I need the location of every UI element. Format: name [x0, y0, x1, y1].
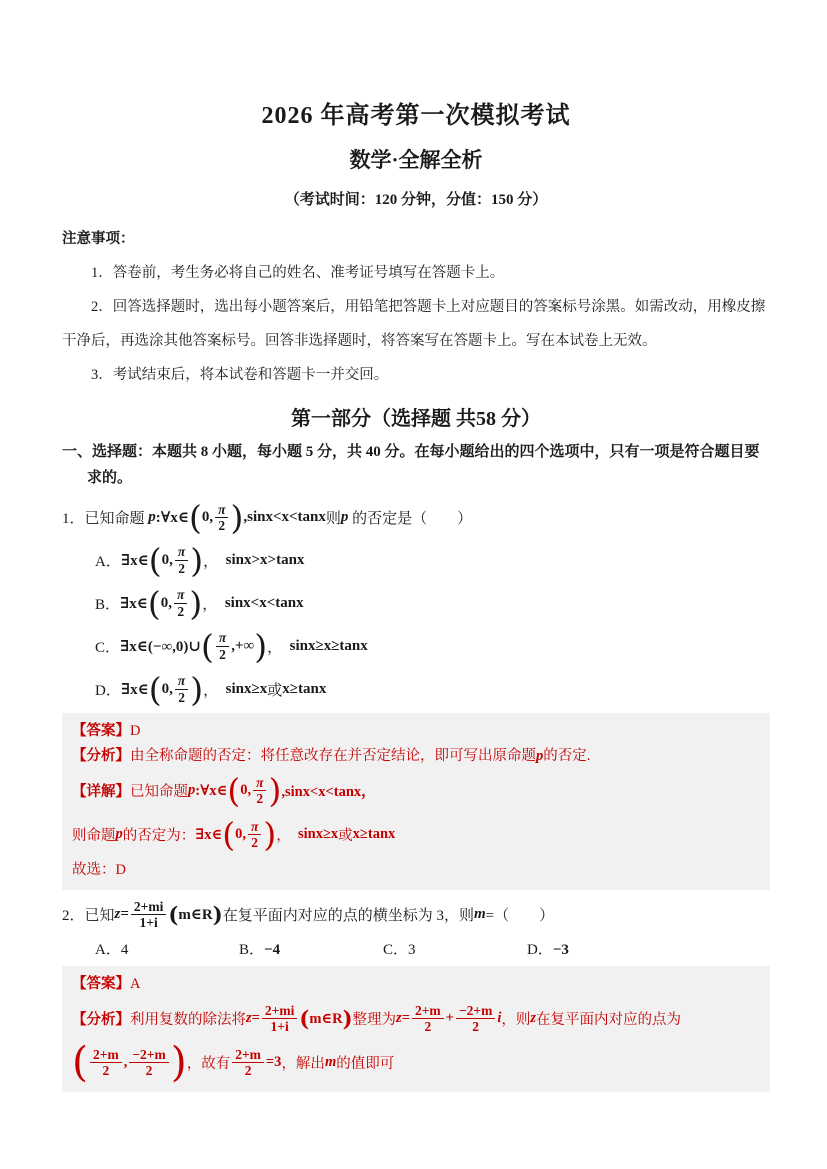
- answer-line: [72, 719, 760, 743]
- option-label: A．: [95, 941, 121, 958]
- equals: =: [251, 1010, 260, 1027]
- left-paren: (: [200, 626, 214, 666]
- variable-z: z: [246, 1010, 252, 1027]
- right-paren: ): [263, 815, 277, 855]
- option-label: A．: [95, 553, 121, 570]
- interval-end: ,+∞: [231, 637, 255, 654]
- numerator: π: [177, 587, 185, 603]
- left-paren: (: [168, 902, 179, 928]
- numerator: 2+mi: [133, 898, 164, 914]
- interval-start: 0,: [160, 594, 173, 611]
- interval-0-pi-2: [148, 540, 204, 580]
- fraction-pi-2: [174, 587, 187, 619]
- choice-line: 故选：D: [72, 861, 126, 878]
- variable-z: z: [530, 1010, 537, 1027]
- interval-0-pi-2: [147, 583, 203, 623]
- text: 在复平面内对应的点的横坐标为 3，则: [222, 908, 474, 925]
- denominator: 2: [175, 689, 188, 706]
- exam-meta: （考试时间：120 分钟，分值：150 分）: [284, 191, 548, 208]
- answer-block-q1: [62, 713, 770, 890]
- option-label: D．: [527, 941, 553, 958]
- denominator: 2: [90, 1062, 122, 1079]
- numerator: π: [177, 544, 186, 560]
- text: 整理为: [352, 1012, 397, 1029]
- page-subtitle: 数学·全解全析: [349, 147, 483, 172]
- interval-start: 0,: [235, 826, 246, 843]
- analysis-line: [72, 997, 760, 1041]
- text: 已知命题: [130, 784, 188, 801]
- text: ，则: [501, 1012, 531, 1029]
- fraction-z: [131, 899, 166, 931]
- denominator: 2: [175, 560, 188, 577]
- option-label: D．: [95, 682, 121, 699]
- variable-i: i: [497, 1010, 502, 1027]
- left-paren: (: [72, 1038, 88, 1087]
- math-text: sinx≥x: [225, 680, 268, 697]
- interval-start: 0,: [201, 509, 214, 526]
- numerator: −2+m: [132, 1046, 166, 1062]
- option-a: [95, 938, 239, 962]
- denominator: 2: [232, 1062, 264, 1079]
- notice-item-2: 2．回答选择题时，选出每小题答案后，用铅笔把答题卡上对应题目的答案标号涂黑。如需改动，用橡皮擦干净后，再选涂其他答案标号。回答非选择题时，将答案写在答题卡上。写在本试卷上无效。: [62, 298, 766, 349]
- analysis-label: 【分析】: [72, 747, 130, 764]
- right-paren: ): [190, 669, 204, 709]
- detail-label: 【详解】: [72, 784, 130, 801]
- option-a: [95, 539, 770, 582]
- option-label: C．: [383, 941, 409, 958]
- notice-item-1: 1．答卷前，考生务必将自己的姓名、准考证号填写在答题卡上。: [91, 264, 505, 281]
- text: 由全称命题的否定：将任意改存在并否定结论，即可写出原命题: [130, 747, 536, 764]
- notice-section: [62, 222, 770, 392]
- option-b: [239, 938, 383, 962]
- text: 的否定为：: [122, 828, 196, 845]
- numerator: 2+m: [235, 1046, 261, 1062]
- math-text: m∈R: [309, 1010, 343, 1027]
- denominator: 1+i: [262, 1018, 297, 1035]
- denominator: 2: [216, 646, 229, 663]
- math-text: ∃x∈: [120, 595, 148, 612]
- interval-start: 0,: [240, 782, 252, 799]
- option-value: 3: [408, 941, 416, 958]
- option-label: C．: [95, 639, 121, 656]
- fraction-z: [262, 1003, 297, 1035]
- option-c: [95, 625, 770, 668]
- equals: =: [401, 1010, 410, 1027]
- plus: +: [445, 1010, 454, 1027]
- variable-z: z: [396, 1010, 402, 1027]
- analysis-label: 【分析】: [72, 1012, 130, 1029]
- left-paren: (: [148, 540, 162, 580]
- option-value: −4: [264, 941, 281, 958]
- left-paren: (: [148, 669, 162, 709]
- variable-m: m: [473, 906, 486, 923]
- fraction-pi-2: [248, 819, 261, 851]
- fraction-b: [456, 1003, 495, 1035]
- math-text: ∃x∈(−∞,0)∪: [120, 638, 201, 655]
- answer-block-q2: [62, 966, 770, 1092]
- right-paren: ): [230, 498, 244, 538]
- page-title: 2026 年高考第一次模拟考试: [261, 103, 571, 129]
- option-value: 4: [120, 941, 129, 958]
- math-text: sinx<x<tanx: [224, 594, 304, 611]
- question-1-stem: [62, 497, 770, 539]
- option-value: −3: [552, 941, 569, 958]
- variable-p: p: [188, 782, 196, 799]
- right-paren: ): [170, 1038, 187, 1087]
- comma: ,: [123, 1054, 128, 1071]
- interval-0-pi-2: [188, 498, 244, 538]
- section-heading: 第一部分（选择题 共58 分）: [291, 407, 541, 430]
- equals-3: =3: [265, 1054, 282, 1071]
- separator: ，: [203, 553, 226, 570]
- fraction-pi-2: [175, 673, 188, 705]
- question-2-options: [95, 938, 770, 962]
- separator: ，: [276, 828, 298, 845]
- text: ，解出: [281, 1056, 325, 1073]
- variable-p: p: [148, 509, 156, 526]
- math-text: sinx≥x: [297, 826, 339, 843]
- option-d: [95, 668, 770, 711]
- text: 则命题: [72, 828, 116, 845]
- answer-value: A: [130, 975, 141, 992]
- variable-p: p: [536, 747, 544, 764]
- text: 在复平面内对应的点为: [536, 1012, 682, 1029]
- separator: ，: [202, 596, 225, 613]
- left-paren: (: [188, 498, 202, 538]
- math-text: ∃x∈: [120, 681, 149, 698]
- math-text: :∀x∈: [155, 510, 189, 527]
- variable-z: z: [114, 906, 121, 923]
- numerator: 2+m: [93, 1046, 119, 1062]
- detail-line: [72, 769, 760, 813]
- math-text: x≥tanx: [352, 826, 396, 843]
- interval-start: 0,: [161, 680, 173, 697]
- numerator: −2+m: [458, 1002, 493, 1018]
- denominator: 1+i: [131, 914, 166, 931]
- right-paren: ): [342, 1006, 353, 1032]
- text: 则: [325, 511, 341, 528]
- option-d: [527, 938, 671, 962]
- fraction-pi-2: [215, 502, 228, 534]
- interval-0-pi-2: [148, 669, 204, 709]
- option-b: [95, 582, 770, 625]
- text: 的否定是（ ）: [348, 511, 473, 528]
- numerator: π: [250, 818, 259, 834]
- question-number: 1．已知命题: [62, 511, 149, 528]
- separator: ，: [267, 639, 290, 656]
- text: 或: [338, 828, 353, 845]
- denominator: 2: [129, 1062, 168, 1079]
- variable-m: m: [324, 1054, 337, 1071]
- math-text: m∈R: [178, 907, 213, 924]
- math-text: ,sinx<x<tanx，: [281, 784, 376, 801]
- variable-p: p: [340, 509, 349, 526]
- option-label: B．: [95, 596, 121, 613]
- answer-label: 【答案】: [72, 722, 130, 739]
- text: 的值即可: [336, 1056, 395, 1073]
- math-text: :∀x∈: [195, 782, 228, 799]
- right-paren: ): [190, 540, 204, 580]
- variable-p: p: [115, 826, 123, 843]
- math-text: sinx>x>tanx: [225, 551, 305, 568]
- right-paren: ): [212, 902, 223, 928]
- text: 的否定.: [543, 747, 591, 764]
- text: 利用复数的除法将: [130, 1012, 246, 1029]
- fraction-a: [232, 1047, 264, 1079]
- math-text: ∃x∈: [120, 552, 149, 569]
- text: ，故有: [186, 1056, 231, 1073]
- text: 或: [267, 682, 283, 699]
- option-label: B．: [239, 941, 265, 958]
- interval-pi-2-inf: [200, 626, 268, 666]
- left-paren: (: [227, 771, 241, 811]
- fraction-pi-2: [216, 630, 229, 662]
- numerator: π: [218, 630, 227, 646]
- answer-line: [72, 972, 760, 996]
- notice-heading: 注意事项：: [62, 230, 135, 247]
- interval-0-pi-2: [222, 815, 277, 855]
- notice-item-3: 3．考试结束后，将本试卷和答题卡一并交回。: [91, 366, 389, 383]
- numerator: 2+mi: [264, 1002, 295, 1018]
- numerator: π: [177, 673, 186, 689]
- numerator: π: [218, 501, 226, 517]
- denominator: 2: [456, 1018, 495, 1035]
- answer-label: 【答案】: [72, 975, 130, 992]
- fraction-a: [90, 1047, 122, 1079]
- numerator: 2+m: [414, 1002, 441, 1018]
- separator: ，: [203, 682, 226, 699]
- answer-value: D: [130, 722, 141, 739]
- text: =（ ）: [485, 908, 555, 925]
- question-number: 2．已知: [62, 908, 115, 925]
- right-paren: ): [254, 626, 268, 666]
- denominator: 2: [215, 517, 228, 534]
- left-paren: (: [299, 1006, 310, 1032]
- interval-0-pi-2: [227, 771, 282, 811]
- math-text: ,sinx<x<tanx: [243, 509, 326, 526]
- numerator: π: [256, 774, 264, 790]
- option-c: [383, 938, 527, 962]
- section-instruction: 一、选择题：本题共 8 小题，每小题 5 分，共 40 分。在每小题给出的四个选项中，只有一项是符合题目要求的。: [62, 443, 760, 486]
- denominator: 2: [412, 1018, 444, 1035]
- equals: =: [120, 906, 129, 923]
- fraction-pi-2: [175, 544, 188, 576]
- left-paren: (: [222, 815, 236, 855]
- interval-start: 0,: [161, 551, 173, 568]
- analysis-line: [72, 744, 760, 768]
- denominator: 2: [174, 603, 187, 620]
- right-paren: ): [268, 771, 282, 811]
- fraction-b: [129, 1047, 168, 1079]
- right-paren: ): [189, 583, 203, 623]
- math-text: x≥tanx: [282, 680, 327, 697]
- negation-line: [72, 813, 760, 857]
- fraction-pi-2: [253, 775, 266, 807]
- question-2-stem: [62, 894, 770, 936]
- denominator: 2: [248, 834, 261, 851]
- fraction-a: [412, 1003, 444, 1035]
- left-paren: (: [147, 583, 161, 623]
- denominator: 2: [253, 790, 266, 807]
- math-text: sinx≥x≥tanx: [289, 637, 368, 654]
- math-text: ∃x∈: [195, 826, 223, 843]
- conclusion-line: [72, 1038, 760, 1087]
